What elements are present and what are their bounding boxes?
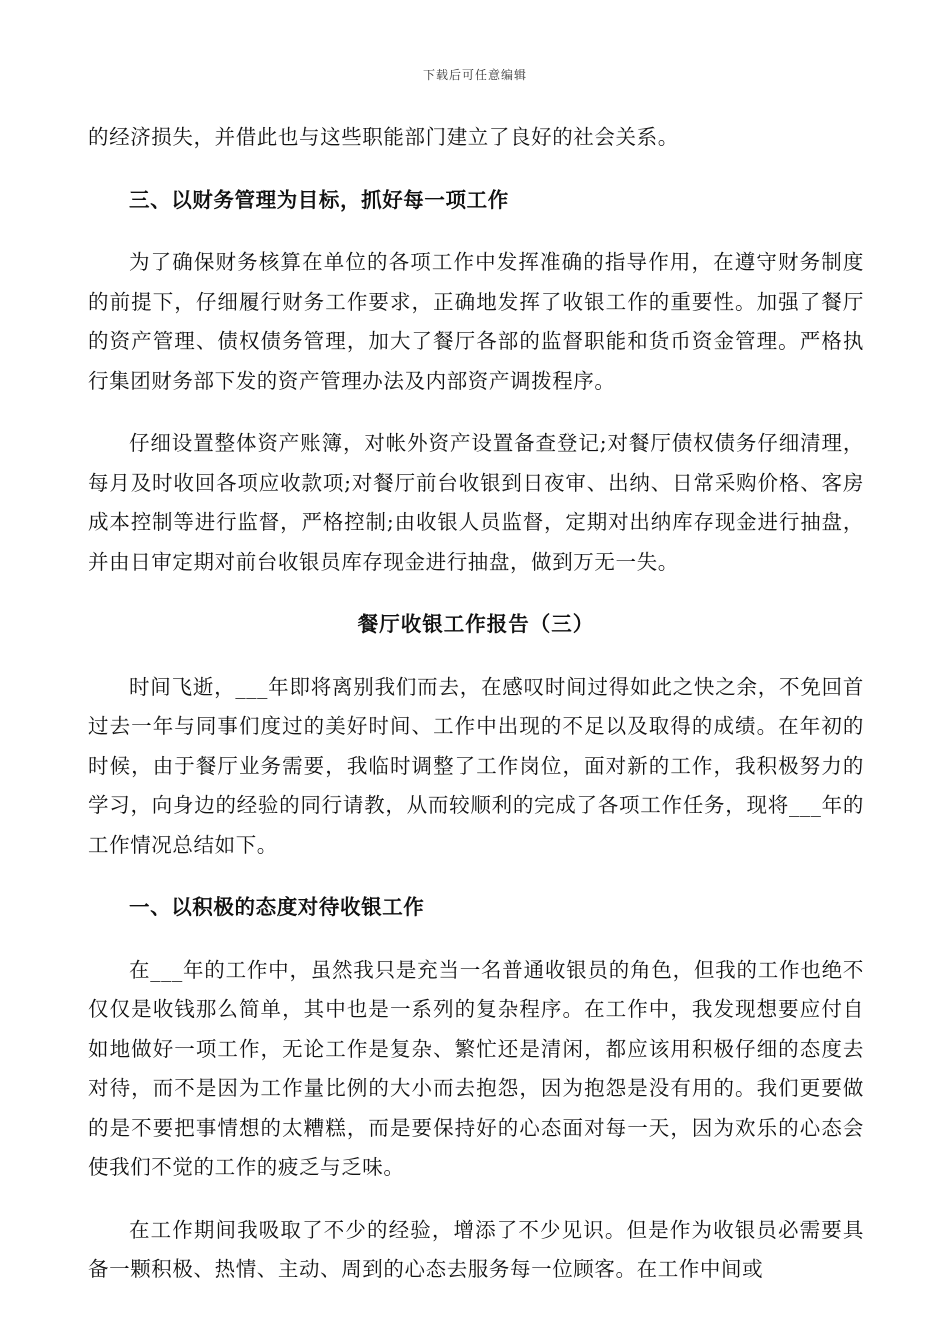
paragraph-intro: 时间飞逝，___年即将离别我们而去，在感叹时间过得如此之快之余，不免回首过去一年与同事们度过的美好时间、工作中出现的不足以及取得的成绩。在年初的时候，由于餐厅业务需要，我临时调整了工作岗位，面对新的工作，我积极努力的学习，向身边的经验的同行请教，从而较顺利的完成了各项工作任务，现将___年的工作情况总结如下。 [88,674,864,857]
paragraph-continuation: 的经济损失，并借此也与这些职能部门建立了良好的社会关系。 [88,125,679,149]
paragraph-positive-attitude: 在___年的工作中，虽然我只是充当一名普通收银员的角色，但我的工作也绝不仅仅是收钱那么简单，其中也是一系列的复杂程序。在工作中，我发现想要应付自如地做好一项工作，无论工作是复杂、繁忙还是清闲，都应该用积极仔细的态度去对待，而不是因为工作量比例的大小而去抱怨，因为抱怨是没有用的。我们更要做的是不要把事情想的太糟糕，而是要保持好的心态面对每一天，因为欢乐的心态会使我们不觉的工作的疲乏与乏味。 [88,957,864,1179]
paragraph-financial-accounting: 为了确保财务核算在单位的各项工作中发挥准确的指导作用，在遵守财务制度的前提下，仔细履行财务工作要求，正确地发挥了收银工作的重要性。加强了餐厅的资产管理、债权债务管理，加大了餐厅各部的监督职能和货币资金管理。严格执行集团财务部下发的资产管理办法及内部资产调拨程序。 [88,250,864,393]
paragraph-experience: 在工作期间我吸取了不少的经验，增添了不少见识。但是作为收银员必需要具备一颗积极、热情、主动、周到的心态去服务每一位顾客。在工作中间或 [88,1217,864,1281]
section-heading-1: 一、以积极的态度对待收银工作 [129,895,425,919]
document-body [88,118,864,1313]
section-heading-3: 三、以财务管理为目标，抓好每一项工作 [129,187,509,212]
page-header: 下载后可任意编辑 [422,68,527,82]
paragraph-asset-ledger: 仔细设置整体资产账簿，对帐外资产设置备查登记;对餐厅债权债务仔细清理，每月及时收回各项应收款项;对餐厅前台收银到日夜审、出纳、日常采购价格、客房成本控制等进行监督，严格控制;由收银人员监督，定期对出纳库存现金进行抽盘，并由日审定期对前台收银员库存现金进行抽盘，做到万无一失。 [88,431,864,574]
report-title: 餐厅收银工作报告（三） [357,612,595,636]
